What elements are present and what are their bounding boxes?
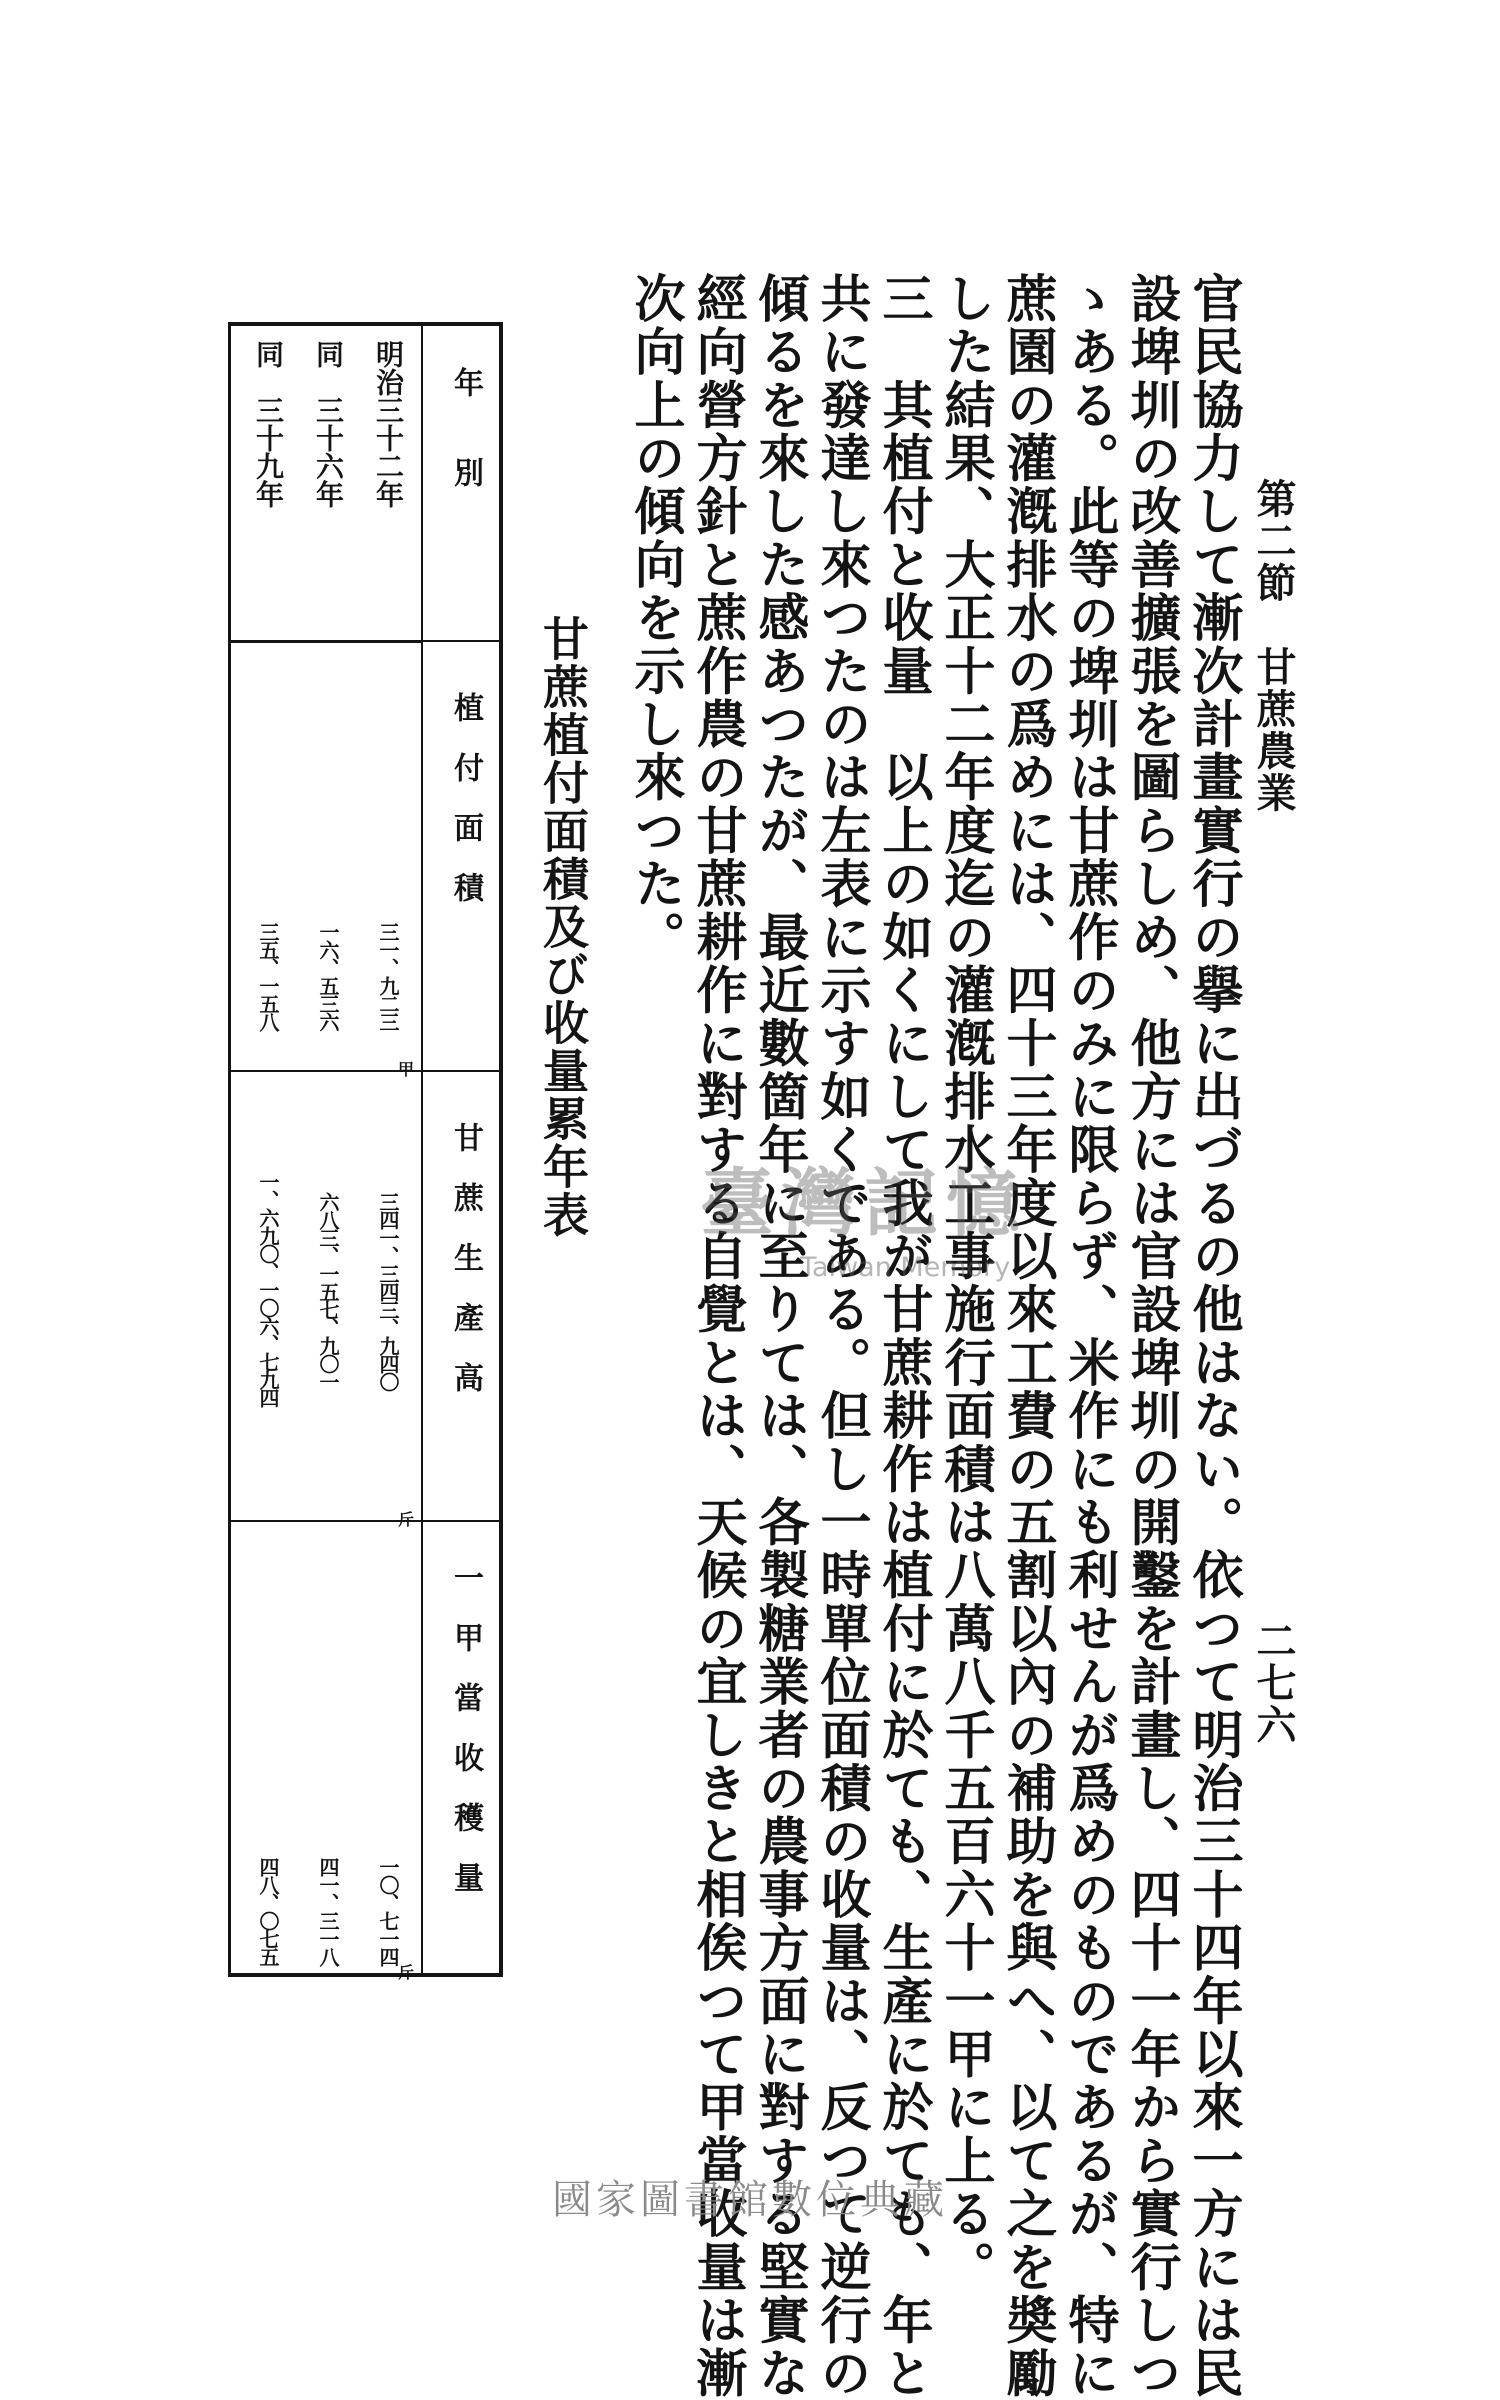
header-area: 植 付 面 積	[448, 692, 483, 902]
row1-year: 明治三十二年	[372, 340, 405, 508]
body-line-9: 經向營方針と蔗作農の甘蔗耕作に對する自覺とは、天候の宜しきと相俟つて甲當收量は漸	[687, 272, 747, 2400]
row3-yield: 四八、〇七五	[256, 1857, 280, 1965]
table-caption: 甘蔗植付面積及び收量累年表	[536, 615, 590, 1239]
yield-table	[228, 322, 503, 1982]
row1-production: 三四一、三四三、九四〇	[376, 1192, 400, 1390]
row2-year: 同 三十六年	[312, 340, 345, 508]
header-production: 甘 蔗 生 產 高	[448, 1122, 483, 1392]
row3-year: 同 三十九年	[252, 340, 285, 508]
body-line-3: ゝある。此等の埤圳は甘蔗作のみに限らず、米作にも利せんが爲めのものであるが、特に	[1059, 272, 1119, 2400]
row1-yield: 一〇、七一四	[376, 1857, 400, 1965]
col-divider-3	[228, 1520, 503, 1522]
body-line-7: 共に發達し來つたのは左表に示す如くである。但し一時單位面積の收量は、反つて逆行の	[811, 272, 871, 2400]
body-line-4: 蔗園の灌漑排水の爲めには、四十三年度以來工費の五割以內の補助を與へ、以て之を奬勵	[997, 272, 1057, 2400]
table-top-rule	[228, 322, 503, 326]
col-divider-1b	[228, 640, 503, 642]
unit-area: 甲	[398, 1060, 415, 1079]
table-left-rule	[228, 322, 231, 1977]
header-yield: 一 甲 當 收 穫 量	[448, 1562, 483, 1892]
body-line-6	[873, 272, 933, 2400]
row1-area: 三一、九二三	[376, 922, 400, 1030]
table-header-divider	[421, 322, 423, 1977]
row2-area: 一六、五三六	[316, 922, 340, 1030]
row3-area: 三五、一五八	[256, 922, 280, 1030]
body-line-10: 次向上の傾向を示し來つた。	[625, 272, 685, 964]
col-divider-2	[228, 1070, 503, 1072]
body-line-6-text: 以上の如くにして我が甘蔗耕作は植付に於ても、生產に於ても、年と	[873, 750, 933, 2400]
row2-production: 六八三、一五七、九〇一	[316, 1192, 340, 1390]
running-header: 第二節 甘蔗農業	[1250, 478, 1297, 814]
header-year: 年 別	[448, 367, 483, 487]
body-line-1: 官民協力して漸次計畫實行の擧に出づるの他はない。依つて明治三十四年以來一方には民	[1183, 272, 1243, 2400]
table-bottom-rule	[228, 1973, 503, 1977]
body-line-8: 傾るを來した感あつたが、最近數箇年に至りては、各製糖業者の農事方面に對する堅實な	[749, 272, 809, 2400]
unit-production: 斤	[398, 1510, 415, 1529]
col-divider-1	[228, 642, 423, 643]
row3-production: 一、六九〇、一〇六、七九四	[256, 1172, 280, 1406]
table-right-rule	[499, 322, 503, 1977]
section-heading: 三 其植付と收量	[873, 272, 933, 698]
row2-yield: 四一、三一八	[316, 1857, 340, 1965]
page-number: 二七六	[1250, 1620, 1297, 1746]
body-line-2: 設埤圳の改善擴張を圖らしめ、他方には官設埤圳の開鑿を計畫し、四十一年から實行しつ	[1121, 272, 1181, 2400]
watermark-logo: 臺灣記憶	[700, 1161, 1028, 1247]
watermark-logo-english: Taiwan Memory	[800, 1252, 1011, 1283]
body-line-5: した結果、大正十二年度迄の灌漑排水工事施行面積は八萬八千五百六十一甲に上る。	[935, 272, 995, 2294]
archive-footer: 國家圖書館數位典藏	[552, 2177, 948, 2223]
unit-yield: 斤	[398, 1963, 415, 1982]
